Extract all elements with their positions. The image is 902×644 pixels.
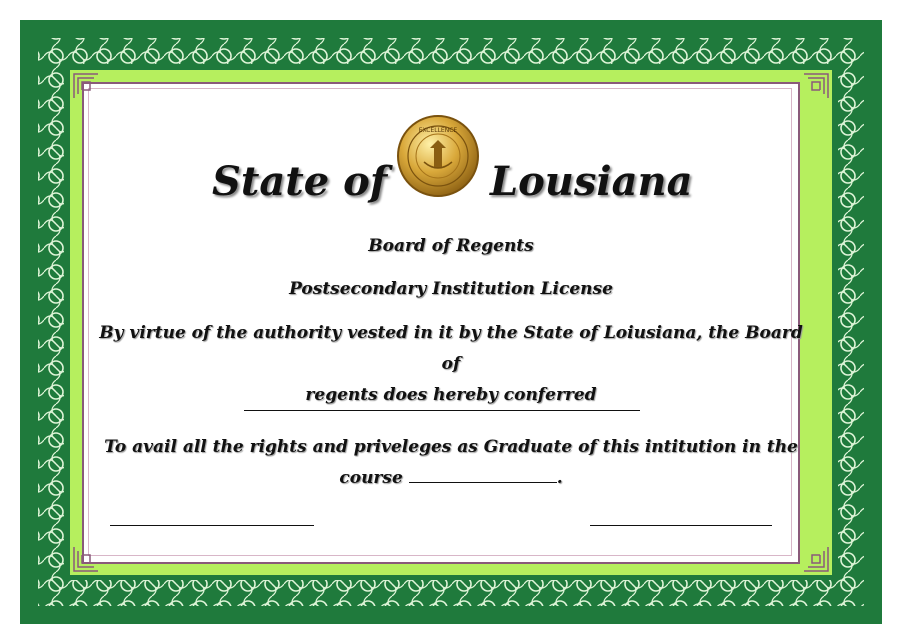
corner-ornament-icon <box>72 72 100 100</box>
gold-seal-icon <box>396 114 480 198</box>
title-right: Lousiana <box>490 158 693 205</box>
board-line: Board of Regents <box>368 236 534 256</box>
statement-line-2: regents does hereby conferred <box>305 385 597 405</box>
statement <box>90 318 812 411</box>
course-blank[interactable] <box>409 482 557 483</box>
rights-line-2 <box>90 463 812 494</box>
rights-line-1: To avail all the rights and priveleges as Graduate of this intitution in the <box>104 437 798 457</box>
corner-ornament-icon <box>802 545 830 573</box>
course-label: course <box>339 468 403 488</box>
signature-line-left[interactable] <box>110 525 314 526</box>
seal-text: EXCELLENCE <box>418 127 458 134</box>
corner-ornament-icon <box>802 72 830 100</box>
rights-statement <box>90 432 812 494</box>
recipient-name-line[interactable] <box>244 410 640 411</box>
title-left: State of <box>212 158 388 205</box>
course-period: . <box>556 468 563 488</box>
corner-ornament-icon <box>72 545 100 573</box>
signature-line-right[interactable] <box>590 525 772 526</box>
statement-line-1: By virtue of the authority vested in it by the State of Loiusiana, the Board of <box>99 323 803 374</box>
license-line: Postsecondary Institution License <box>289 279 613 299</box>
